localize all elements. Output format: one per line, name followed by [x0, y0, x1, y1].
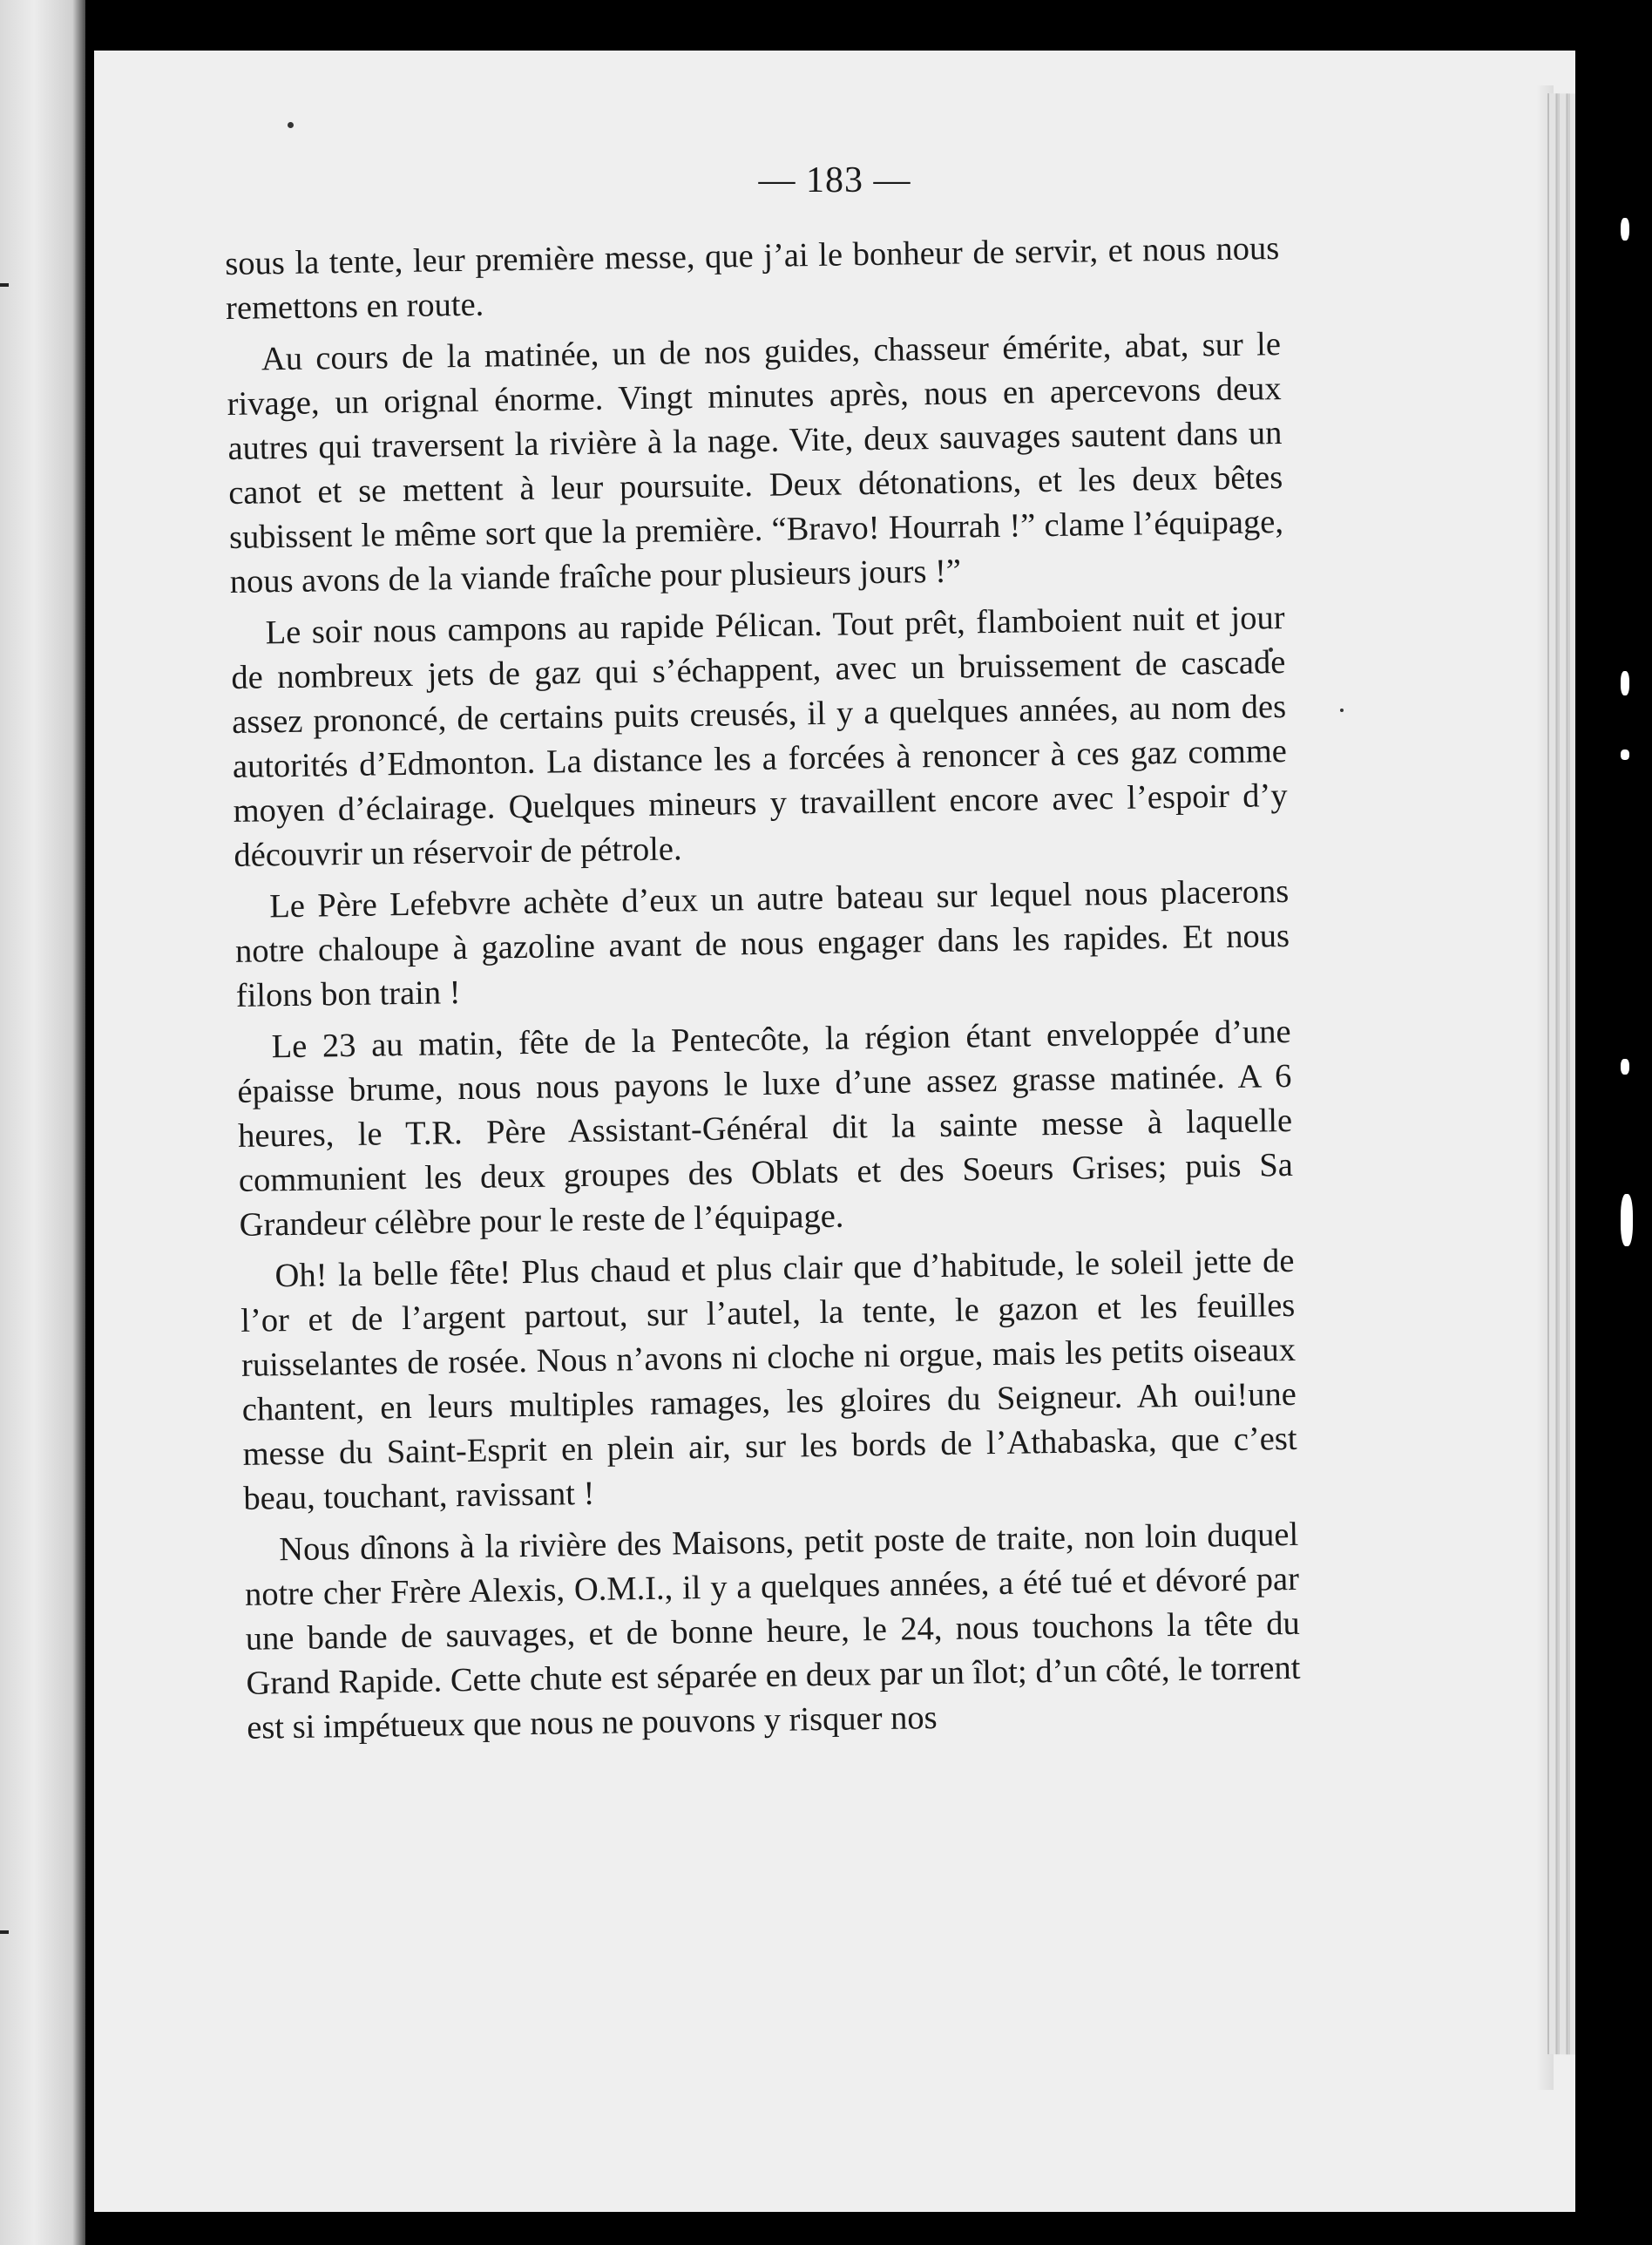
paragraph: sous la tente, leur première messe, que j’ai le bonheur de servir, et nous nous remettons en route. [225, 230, 1280, 327]
paragraph: Le 23 au matin, fête de la Pentecôte, la région étant enveloppée d’une épaisse brume, nous nous payons le luxe d’une assez grasse matinée. A 6 heures, le T.R. Père Assistant-Général dit la sainte messe à laquelle communient les deux groupes des Oblats et des Soeurs Grises; puis Sa Grandeur célèbre pour le reste de l’équipage. [237, 1013, 1294, 1244]
scan-artifact [1621, 218, 1629, 241]
scan-artifact [1621, 1059, 1629, 1075]
margin-mark [0, 1930, 9, 1934]
book-page [94, 51, 1575, 2212]
scan-artifact [1621, 749, 1629, 760]
margin-mark [0, 283, 9, 287]
body-text [225, 227, 1302, 1758]
left-page-edge [0, 0, 85, 2245]
paragraph: Nous dînons à la rivière des Maisons, petit poste de traite, non loin duquel notre cher Frère Alexis, O.M.I., il y a quelques années, a été tué et dévoré par une bande de sauvages, et de bonne heure, le 24, nous touchons la tête du Grand Rapide. Cette chute est séparée en deux par un îlot; d’un côté, le torrent est si impétueux que nous ne pouvons y risquer nos [244, 1516, 1301, 1746]
paragraph: Au cours de la matinée, un de nos guides, chasseur émérite, abat, sur le rivage, un orignal énorme. Vingt minutes après, nous en apercevons deux autres qui traversent la rivière à la nage. Vite, deux sauvages sautent dans un canot et se mettent à leur poursuite. Deux détonations, et les deux bêtes subissent le même sort que la première. “Bravo! Hourrah !” clame l’équipage, nous avons de la viande fraîche pour plusieurs jours !” [227, 326, 1284, 600]
page-number: — 183 — [758, 160, 911, 200]
paragraph: Le Père Lefebvre achète d’eux un autre bateau sur lequel nous placerons notre chaloupe à gazoline avant de nous engager dans les rapides. Et nous filons bon train ! [234, 872, 1290, 1014]
scan-artifact [1621, 1194, 1633, 1246]
paper-speck [288, 122, 294, 128]
paragraph: Oh! la belle fête! Plus chaud et plus clair que d’habitude, le soleil jette de l’or et de l’argent partout, sur l’autel, la tente, le gazon et les feuilles ruisselantes de rosée. Nous n’avons ni cloche ni orgue, mais les petits oiseaux chantent, en leurs multiples ramages, les gloires du Seigneur. Ah oui!une messe du Saint-Esprit en plein air, sur les bords de l’Athabaska, que c’est beau, touchant, ravissant ! [240, 1242, 1297, 1517]
paper-speck [1340, 709, 1344, 712]
page-edges [1547, 93, 1575, 2056]
paragraph: Le soir nous campons au rapide Pélican. Tout prêt, flamboient nuit et jour de nombreux jets de gaz qui s’échappent, avec un bruissement de cascade assez prononcé, de certains puits creusés, il y a quelques années, au nom des autorités d’Edmonton. La distance les a forcées à renoncer à ces gaz comme moyen d’éclairage. Quelques mineurs y travaillent encore avec l’espoir d’y découvrir un réservoir de pétrole. [231, 600, 1288, 874]
scan-artifact [1621, 671, 1629, 695]
